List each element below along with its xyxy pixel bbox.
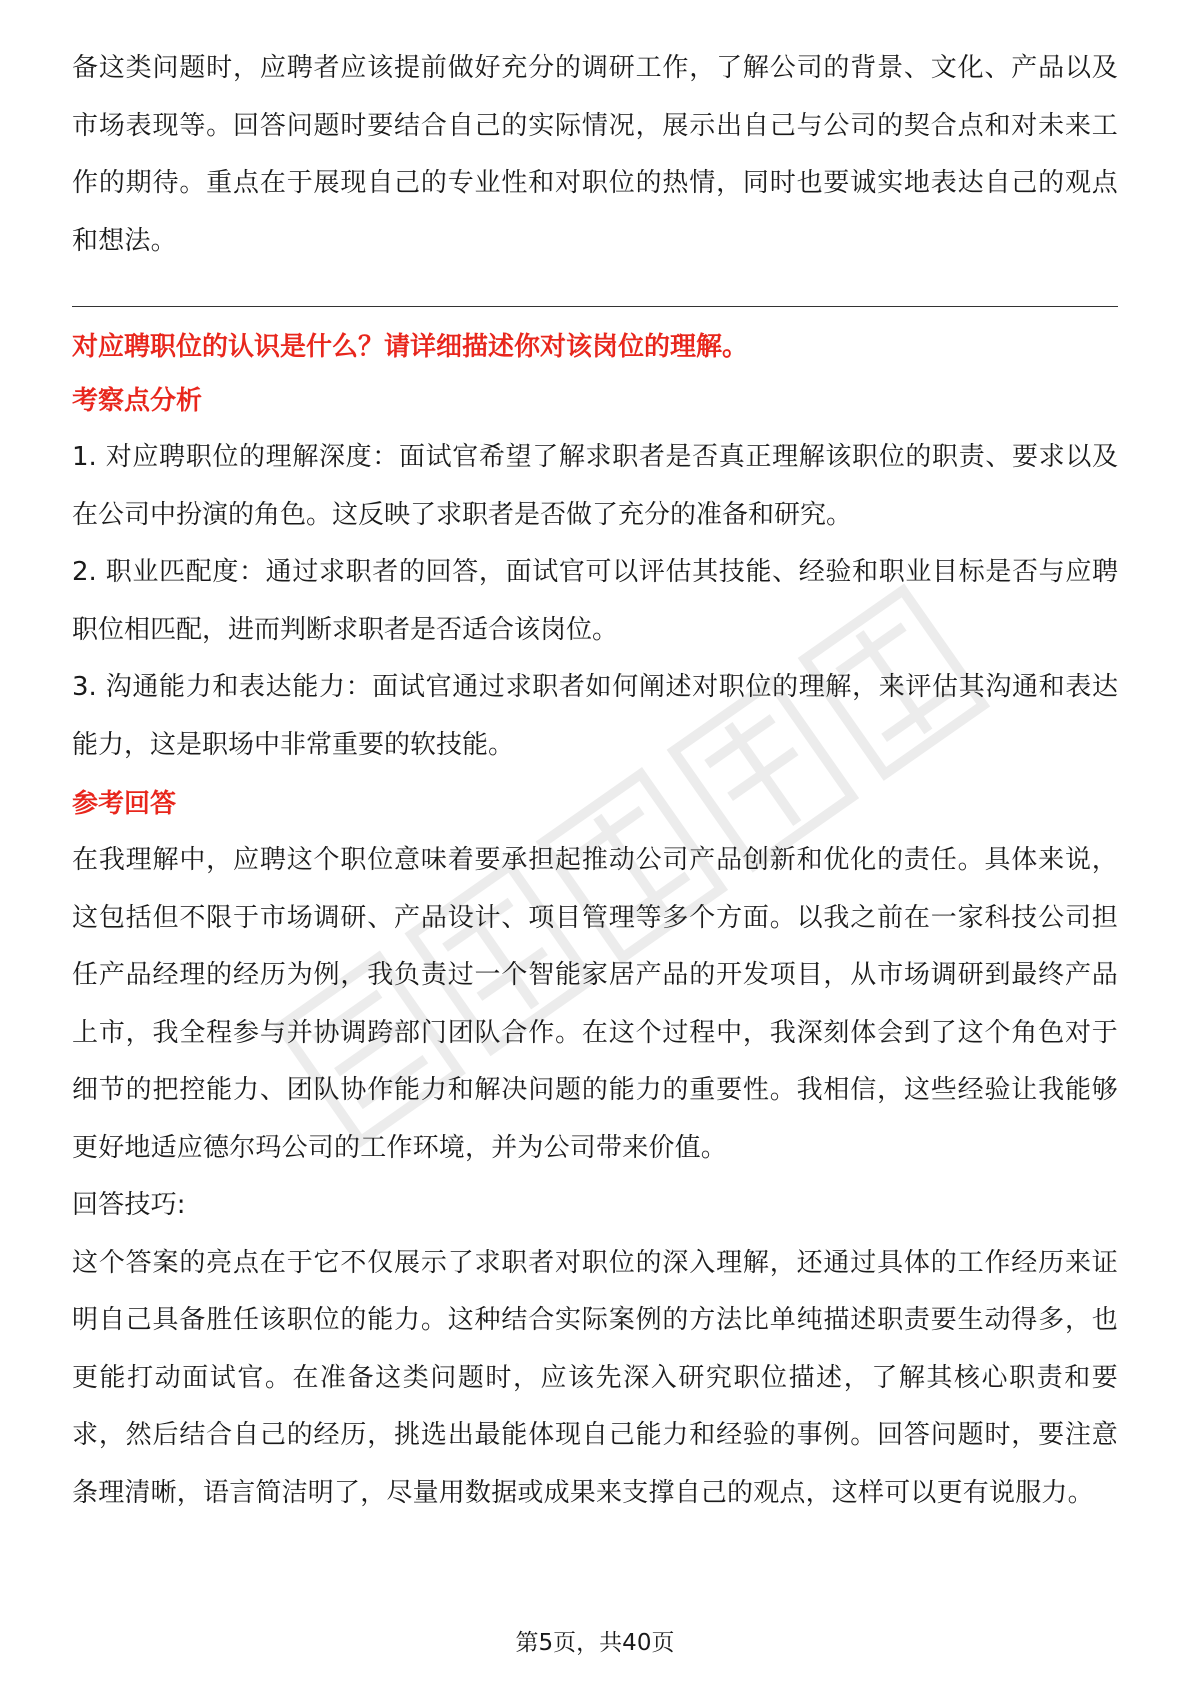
reference-heading: 参考回答 bbox=[72, 789, 177, 819]
intro-paragraph: 备这类问题时，应聘者应该提前做好充分的调研工作，了解公司的背景、文化、产品以及市场表现等。回答问题时要结合自己的实际情况，展示出自己与公司的契合点和对未来工作的期待。重点在于展现自己的专业性和对职位的热情，同时也要诚实地表达自己的观点和想法。 bbox=[72, 53, 1118, 256]
analysis-item-3: 3. 沟通能力和表达能力：面试官通过求职者如何阐述对职位的理解，来评估其沟通和表达能力，这是职场中非常重要的软技能。 bbox=[72, 672, 1118, 760]
analysis-item-1: 1. 对应聘职位的理解深度：面试官希望了解求职者是否真正理解该职位的职责、要求以及在公司中扮演的角色。这反映了求职者是否做了充分的准备和研究。 bbox=[72, 442, 1118, 530]
analysis-heading: 考察点分析 bbox=[72, 386, 203, 416]
document-page bbox=[72, 40, 1118, 1522]
tips-label: 回答技巧: bbox=[72, 1190, 186, 1220]
tips-paragraph: 这个答案的亮点在于它不仅展示了求职者对职位的深入理解，还通过具体的工作经历来证明自己具备胜任该职位的能力。这种结合实际案例的方法比单纯描述职责要生动得多，也更能打动面试官。在准备这类问题时，应该先深入研究职位描述，了解其核心职责和要求，然后结合自己的经历，挑选出最能体现自己能力和经验的事例。回答问题时，要注意条理清晰，语言简洁明了，尽量用数据或成果来支撑自己的观点，这样可以更有说服力。 bbox=[72, 1247, 1118, 1508]
reference-answer: 在我理解中，应聘这个职位意味着要承担起推动公司产品创新和优化的责任。具体来说，这包括但不限于市场调研、产品设计、项目管理等多个方面。以我之前在一家科技公司担任产品经理的经历为例，我负责过一个智能家居产品的开发项目，从市场调研到最终产品上市，我全程参与并协调跨部门团队合作。在这个过程中，我深刻体会到了这个角色对于细节的把控能力、团队协作能力和解决问题的能力的重要性。我相信，这些经验让我能够更好地适应德尔玛公司的工作环境，并为公司带来价值。 bbox=[72, 845, 1118, 1163]
analysis-item-2: 2. 职业匹配度：通过求职者的回答，面试官可以评估其技能、经验和职业目标是否与应聘职位相匹配，进而判断求职者是否适合该岗位。 bbox=[72, 557, 1118, 645]
question-title: 对应聘职位的认识是什么？请详细描述你对该岗位的理解。 bbox=[72, 332, 749, 362]
section-divider bbox=[72, 306, 1118, 307]
page-footer: 第5页，共40页 bbox=[515, 1630, 675, 1656]
